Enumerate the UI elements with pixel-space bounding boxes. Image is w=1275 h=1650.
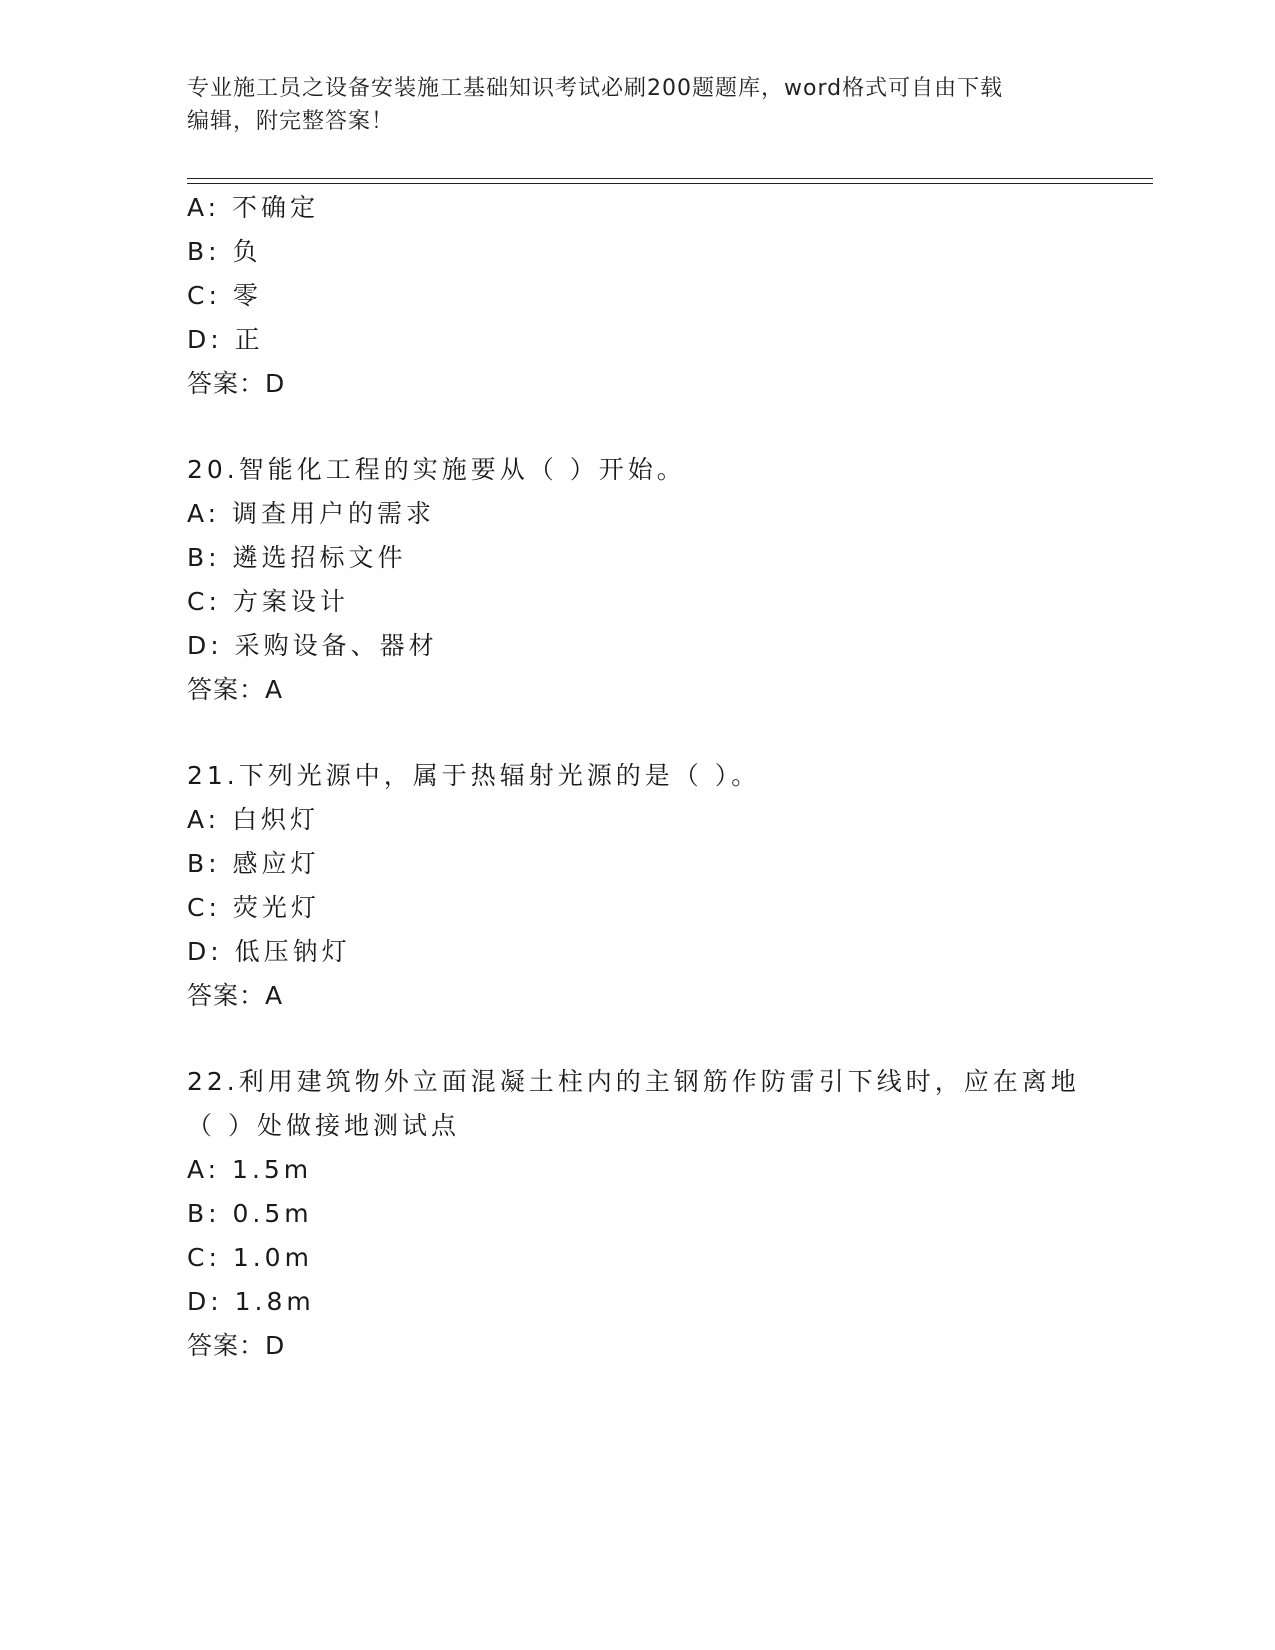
q19-option-c: C: 零 — [187, 281, 262, 310]
q19-option-a: A: 不确定 — [187, 193, 320, 222]
q20-answer: 答案：A — [187, 675, 284, 704]
q22-option-a: A: 1.5m — [187, 1155, 313, 1184]
q20-option-a: A: 调查用户的需求 — [187, 499, 436, 528]
q21-option-c: C: 荧光灯 — [187, 893, 320, 922]
q20-option-b: B: 遴选招标文件 — [187, 543, 407, 572]
q19-option-b: B: 负 — [187, 237, 262, 266]
q22-option-d: D: 1.8m — [187, 1287, 315, 1316]
header-divider-bottom — [187, 183, 1153, 184]
q20-question: 20.智能化工程的实施要从（ ）开始。 — [187, 455, 686, 484]
q19-answer: 答案：D — [187, 369, 286, 398]
document-header — [187, 72, 1087, 138]
q21-option-d: D: 低压钠灯 — [187, 937, 351, 966]
q21-option-a: A: 白炽灯 — [187, 805, 320, 834]
q20-option-d: D: 采购设备、器材 — [187, 631, 438, 660]
q22-option-b: B: 0.5m — [187, 1199, 313, 1228]
q22-question-line-2: （ ）处做接地测试点 — [187, 1111, 460, 1140]
q22-answer: 答案：D — [187, 1331, 286, 1360]
header-title-line-1: 专业施工员之设备安装施工基础知识考试必刷200题题库，word格式可自由下载 — [187, 76, 1004, 101]
header-divider-top — [187, 178, 1153, 179]
q21-option-b: B: 感应灯 — [187, 849, 320, 878]
q20-option-c: C: 方案设计 — [187, 587, 349, 616]
q19-option-d: D: 正 — [187, 325, 264, 354]
q22-question-line-1: 22.利用建筑物外立面混凝土柱内的主钢筋作防雷引下线时，应在离地 — [187, 1067, 1080, 1096]
header-title-line-2: 编辑，附完整答案！ — [187, 109, 395, 134]
q21-answer: 答案：A — [187, 981, 284, 1010]
q22-option-c: C: 1.0m — [187, 1243, 313, 1272]
q21-question: 21.下列光源中，属于热辐射光源的是（ ）。 — [187, 761, 761, 790]
